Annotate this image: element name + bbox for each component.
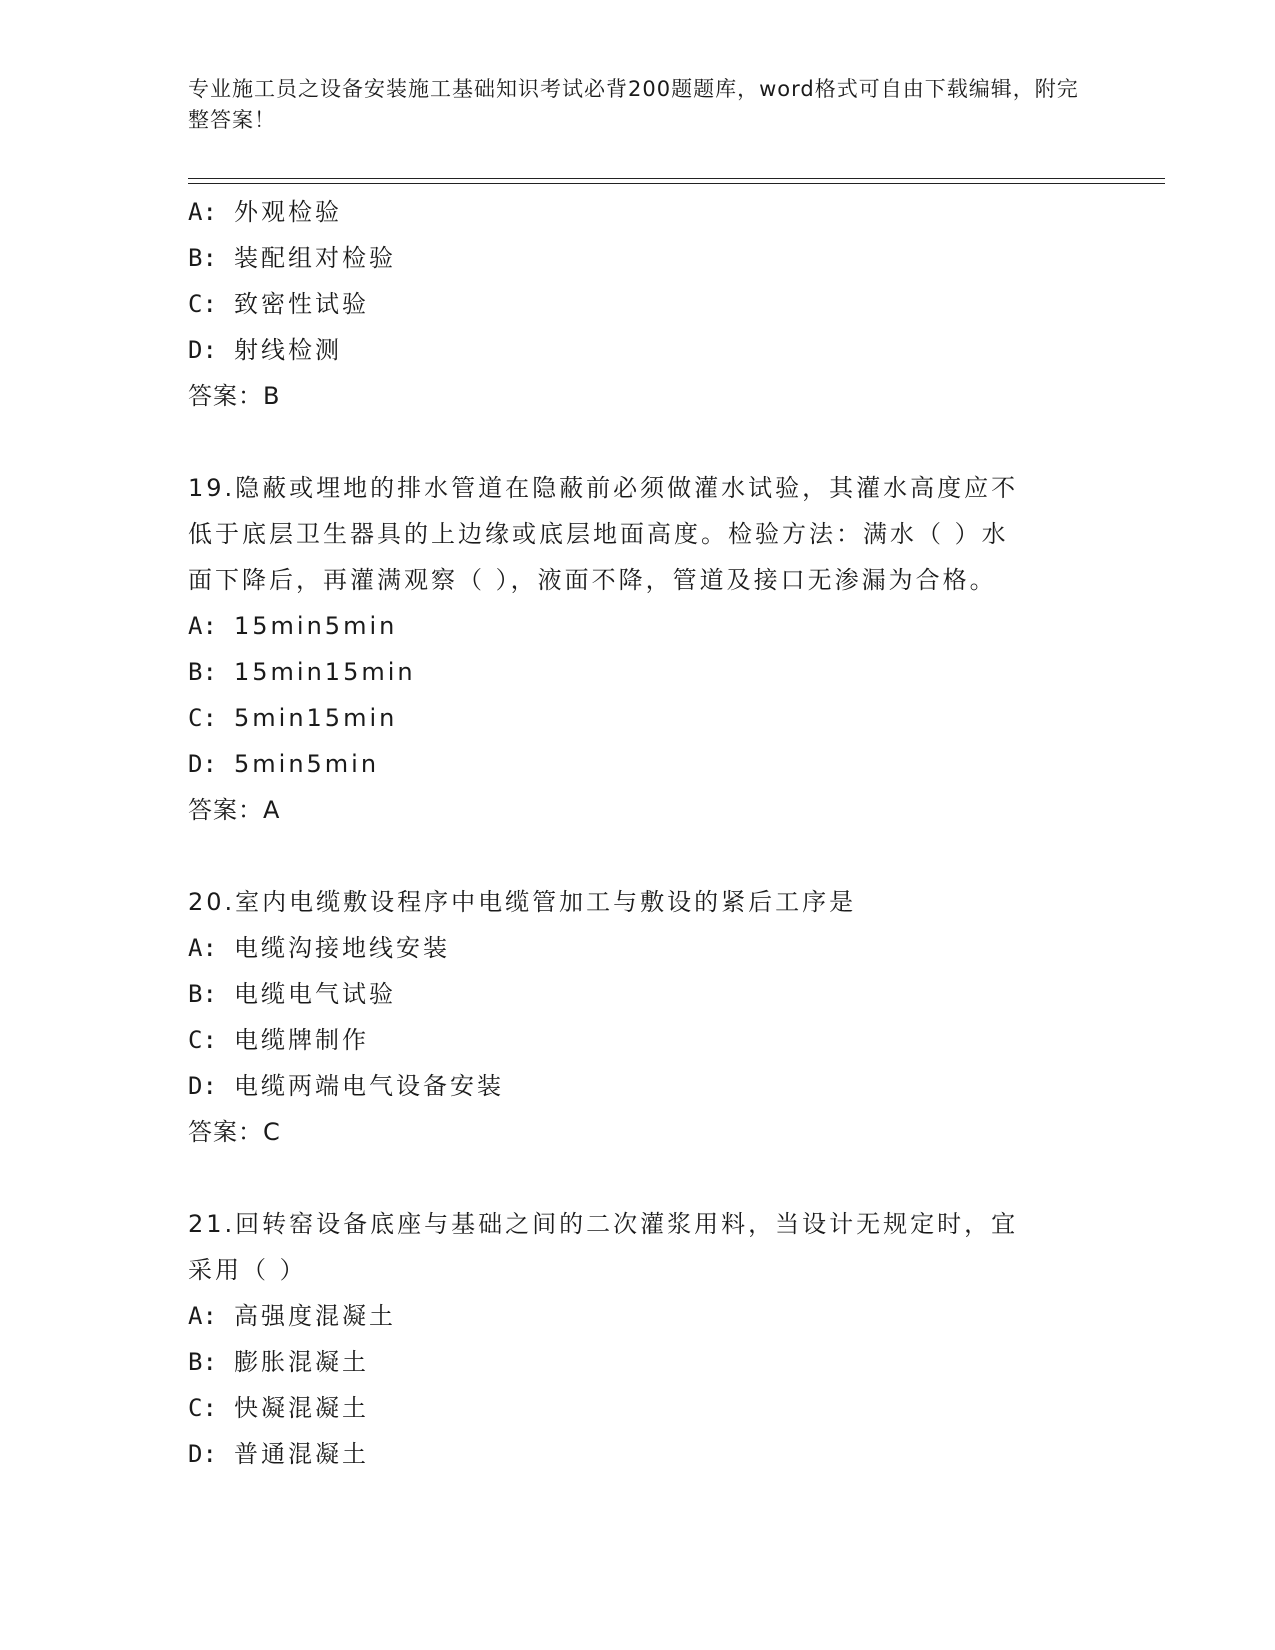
option-d: [188, 1431, 1088, 1477]
option-key: D:: [188, 750, 217, 778]
question-stem: 19.隐蔽或埋地的排水管道在隐蔽前必须做灌水试验，其灌水高度应不: [188, 474, 1019, 502]
option-b: [188, 649, 1088, 695]
option-key: B:: [188, 658, 217, 686]
option-text: 电缆牌制作: [234, 1026, 369, 1054]
option-text: 电缆沟接地线安装: [234, 934, 450, 962]
option-key: A:: [188, 1302, 217, 1330]
option-text: 射线检测: [234, 336, 342, 364]
option-key: D:: [188, 336, 217, 364]
option-text: 致密性试验: [234, 290, 369, 318]
option-d: [188, 1063, 1088, 1109]
option-a: [188, 189, 1088, 235]
option-key: D:: [188, 1072, 217, 1100]
option-key: C:: [188, 290, 217, 318]
question-19: [188, 465, 1088, 833]
question-18: [188, 189, 1088, 419]
question-stem: 21.回转窑设备底座与基础之间的二次灌浆用料，当设计无规定时，宜: [188, 1210, 1019, 1238]
option-c: [188, 695, 1088, 741]
question-stem: 面下降后，再灌满观察（ ），液面不降，管道及接口无渗漏为合格。: [188, 566, 997, 594]
option-b: [188, 235, 1088, 281]
option-d: [188, 741, 1088, 787]
option-key: C:: [188, 704, 217, 732]
option-key: A:: [188, 198, 217, 226]
option-key: B:: [188, 980, 217, 1008]
option-c: [188, 1385, 1088, 1431]
option-c: [188, 1017, 1088, 1063]
option-d: [188, 327, 1088, 373]
option-key: D:: [188, 1440, 217, 1468]
option-a: [188, 1293, 1088, 1339]
option-text: 普通混凝土: [234, 1440, 369, 1468]
answer-line: 答案：B: [188, 382, 281, 410]
header-rule-top: [188, 178, 1165, 179]
option-text: 装配组对检验: [234, 244, 396, 272]
option-text: 膨胀混凝土: [234, 1348, 369, 1376]
document-header: 专业施工员之设备安装施工基础知识考试必背200题题库，word格式可自由下载编辑，附完整答案！: [188, 77, 1079, 132]
question-stem: 20.室内电缆敷设程序中电缆管加工与敷设的紧后工序是: [188, 888, 857, 916]
option-key: B:: [188, 1348, 217, 1376]
question-21: [188, 1201, 1088, 1477]
option-b: [188, 1339, 1088, 1385]
option-key: A:: [188, 934, 217, 962]
spacer: [188, 833, 1088, 879]
option-c: [188, 281, 1088, 327]
option-key: C:: [188, 1026, 217, 1054]
question-20: [188, 879, 1088, 1155]
question-stem: 低于底层卫生器具的上边缘或底层地面高度。检验方法：满水（ ）水: [188, 520, 1009, 548]
option-text: 电缆电气试验: [234, 980, 396, 1008]
question-content: [188, 189, 1088, 1477]
option-text: 快凝混凝土: [234, 1394, 369, 1422]
option-a: [188, 603, 1088, 649]
header-rule-bottom: [188, 183, 1165, 184]
option-key: A:: [188, 612, 217, 640]
option-text: 15min5min: [234, 612, 398, 640]
option-text: 外观检验: [234, 198, 342, 226]
spacer: [188, 419, 1088, 465]
option-text: 5min15min: [234, 704, 398, 732]
answer-line: 答案：C: [188, 1118, 281, 1146]
option-text: 电缆两端电气设备安装: [234, 1072, 504, 1100]
option-a: [188, 925, 1088, 971]
question-stem: 采用（ ）: [188, 1256, 307, 1284]
option-text: 高强度混凝土: [234, 1302, 396, 1330]
option-key: C:: [188, 1394, 217, 1422]
option-key: B:: [188, 244, 217, 272]
answer-line: 答案：A: [188, 796, 281, 824]
option-text: 5min5min: [234, 750, 380, 778]
option-b: [188, 971, 1088, 1017]
option-text: 15min15min: [234, 658, 416, 686]
spacer: [188, 1155, 1088, 1201]
